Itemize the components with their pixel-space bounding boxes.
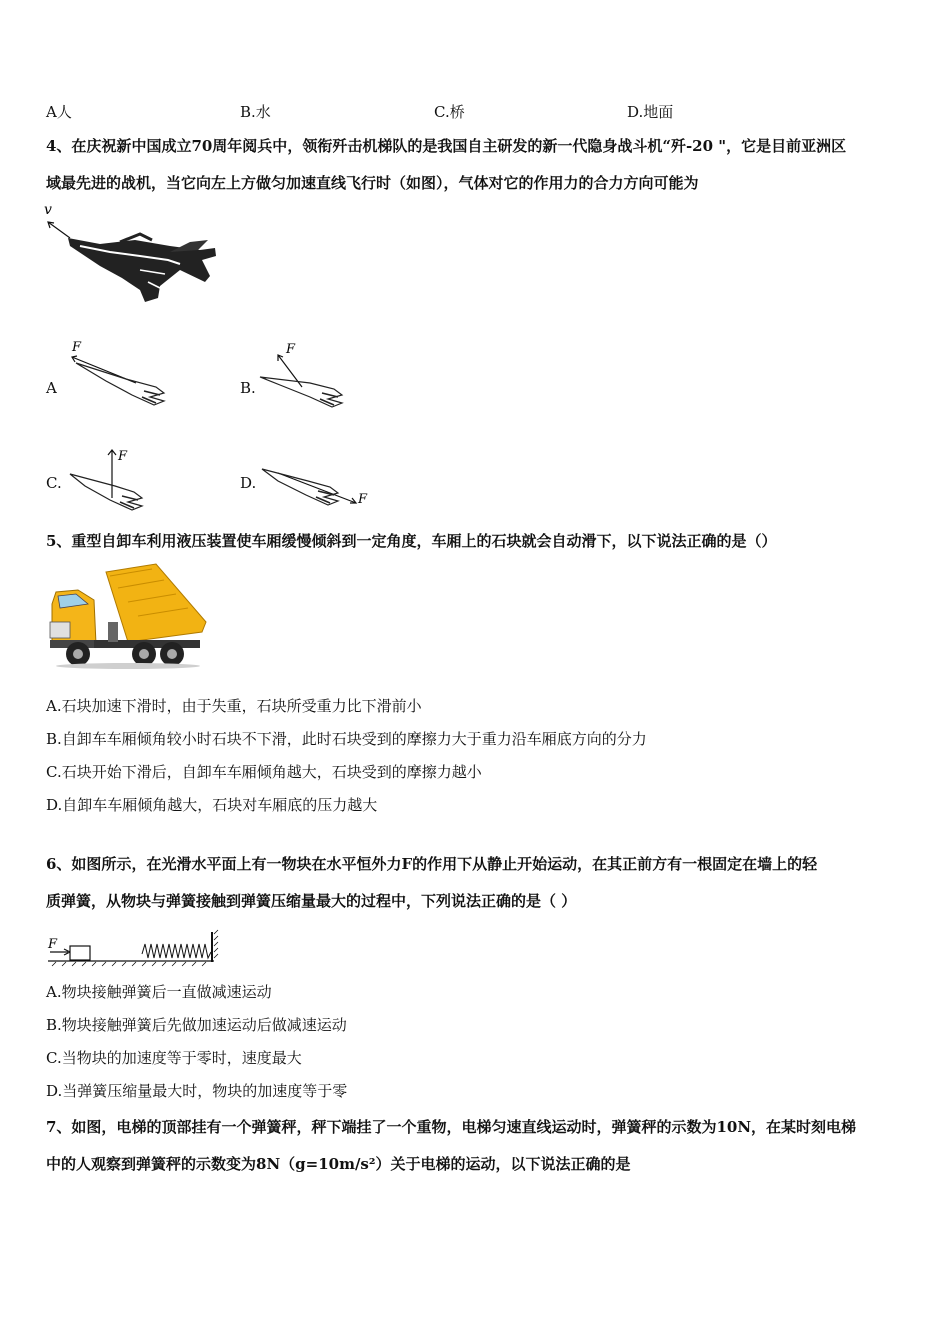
- q5-option-a: A.石块加速下滑时，由于失重，石块所受重力比下滑前小: [46, 697, 422, 715]
- q6-option-b: B.物块接触弹簧后先做加速运动后做减速运动: [46, 1016, 347, 1034]
- q4-option-c-figure: [60, 442, 170, 517]
- q3-option-d: D.地面: [627, 103, 674, 121]
- force-label-a: F: [72, 340, 82, 355]
- q6-force-label: F: [48, 937, 58, 952]
- q5-option-b: B.自卸车车厢倾角较小时石块不下滑，此时石块受到的摩擦力大于重力沿车厢底方向的分力: [46, 730, 647, 748]
- dump-truck-figure: [48, 562, 206, 670]
- spring-block-figure: [46, 928, 222, 968]
- force-label-b: F: [286, 342, 296, 357]
- q6-option-c: C.当物块的加速度等于零时，速度最大: [46, 1049, 302, 1067]
- q5-option-c: C.石块开始下滑后，自卸车车厢倾角越大，石块受到的摩擦力越小: [46, 763, 482, 781]
- q7-stem-line1: 7、如图，电梯的顶部挂有一个弹簧秤，秤下端挂了一个重物，电梯匀速直线运动时，弹簧秤的示数为10N，在某时刻电梯: [46, 1118, 857, 1136]
- force-label-d: F: [358, 492, 368, 507]
- q4-option-d-label: D.: [240, 474, 257, 492]
- q3-option-b: B.水: [240, 103, 271, 121]
- q4-option-b-figure: [240, 335, 370, 410]
- q6-stem-line1: 6、如图所示，在光滑水平面上有一物块在水平恒外力F的作用下从静止开始运动，在其正前方有一根固定在墙上的轻: [46, 855, 818, 873]
- q4-option-a-label: A: [46, 379, 57, 397]
- velocity-label: v: [44, 202, 52, 218]
- force-label-c: F: [118, 449, 128, 464]
- q6-stem-line2: 质弹簧，从物块与弹簧接触到弹簧压缩量最大的过程中，下列说法正确的是（ ）: [46, 892, 577, 910]
- q4-stem-line1: 4、在庆祝新中国成立70周年阅兵中，领衔歼击机梯队的是我国自主研发的新一代隐身战斗机“歼-20 "，它是目前亚洲区: [46, 137, 847, 155]
- q4-option-b-label: B.: [240, 379, 256, 397]
- q4-option-a-figure: [46, 335, 176, 410]
- q5-option-d: D.自卸车车厢倾角越大，石块对车厢底的压力越大: [46, 796, 378, 814]
- q7-stem-line2: 中的人观察到弹簧秤的示数变为8N（g=10m/s²）关于电梯的运动，以下说法正确的是: [46, 1155, 631, 1173]
- q6-option-d: D.当弹簧压缩量最大时，物块的加速度等于零: [46, 1082, 348, 1100]
- q3-option-a: A人: [46, 103, 72, 121]
- q5-stem: 5、重型自卸车利用液压装置使车厢缓慢倾斜到一定角度，车厢上的石块就会自动滑下，以下说法正确的是（）: [46, 532, 777, 550]
- q4-option-d-figure: [258, 455, 378, 515]
- q6-option-a: A.物块接触弹簧后一直做减速运动: [46, 983, 272, 1001]
- q3-option-c: C.桥: [434, 103, 465, 121]
- q4-stem-line2: 域最先进的战机，当它向左上方做匀加速直线飞行时（如图），气体对它的作用力的合力方向可能为: [46, 174, 699, 192]
- q4-option-c-label: C.: [46, 474, 62, 492]
- q4-jet-figure: [40, 198, 225, 310]
